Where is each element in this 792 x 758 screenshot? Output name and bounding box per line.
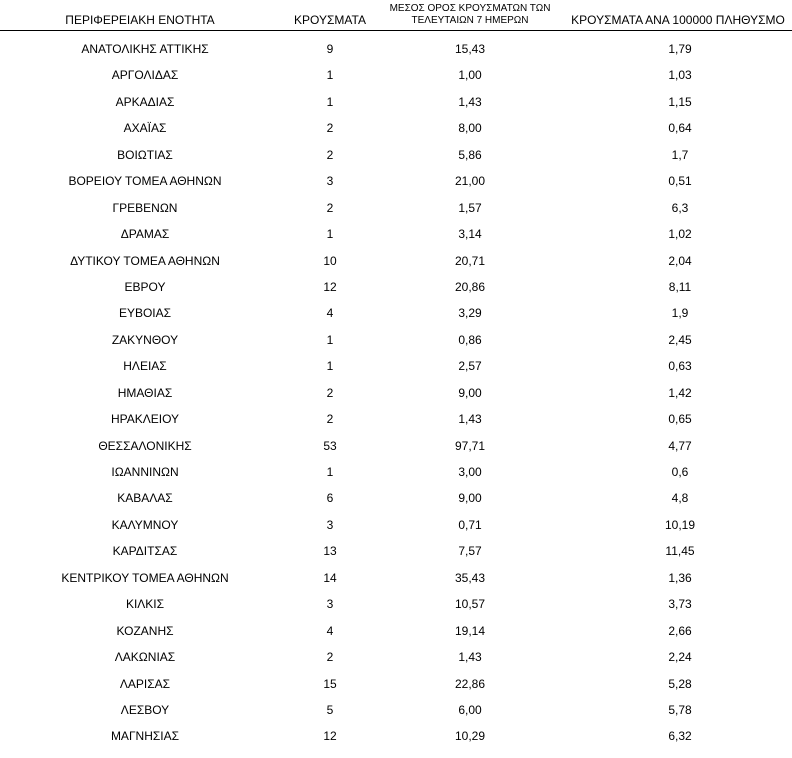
table-row bbox=[0, 113, 792, 139]
cell-region: ΕΒΡΟΥ bbox=[124, 279, 166, 294]
cell-7day-average: 6,00 bbox=[458, 702, 482, 717]
cell-cases: 53 bbox=[323, 438, 337, 453]
cell-7day-average: 22,86 bbox=[454, 676, 486, 691]
cell-cases: 12 bbox=[323, 279, 337, 294]
cell-cases-per-100k: 4,8 bbox=[671, 491, 689, 506]
cell-cases: 3 bbox=[326, 517, 334, 532]
cell-7day-average: 9,00 bbox=[458, 385, 482, 400]
cell-7day-average: 3,29 bbox=[458, 306, 482, 321]
table-row bbox=[0, 642, 792, 668]
cell-region: ΙΩΑΝΝΙΝΩΝ bbox=[111, 465, 179, 479]
cell-region: ΖΑΚΥΝΘΟΥ bbox=[111, 332, 179, 347]
header-7day-average-line2: ΤΕΛΕΥΤΑΙΩΝ 7 ΗΜΕΡΩΝ bbox=[411, 15, 529, 26]
table-row bbox=[0, 457, 792, 483]
cell-region: ΕΥΒΟΙΑΣ bbox=[118, 306, 172, 321]
cell-cases: 15 bbox=[323, 676, 337, 691]
cell-region: ΔΡΑΜΑΣ bbox=[120, 227, 170, 242]
table-row bbox=[0, 246, 792, 272]
cell-7day-average: 1,57 bbox=[458, 200, 482, 215]
cell-7day-average: 1,43 bbox=[458, 650, 482, 665]
cell-7day-average: 5,86 bbox=[458, 147, 482, 162]
cell-7day-average: 0,71 bbox=[458, 517, 482, 532]
table-body bbox=[0, 34, 792, 748]
table-row bbox=[0, 193, 792, 219]
cell-cases-per-100k: 3,73 bbox=[668, 597, 692, 612]
cell-7day-average: 20,71 bbox=[454, 253, 486, 268]
cell-7day-average: 3,00 bbox=[458, 465, 482, 479]
cell-cases-per-100k: 5,28 bbox=[668, 676, 692, 691]
table-row bbox=[0, 325, 792, 351]
cell-cases-per-100k: 2,04 bbox=[668, 253, 692, 268]
cell-7day-average: 21,00 bbox=[454, 174, 486, 189]
cell-cases: 2 bbox=[326, 200, 334, 215]
cell-cases: 14 bbox=[323, 570, 337, 585]
cell-cases: 1 bbox=[326, 94, 334, 109]
cell-cases-per-100k: 0,6 bbox=[671, 465, 689, 479]
cell-cases: 4 bbox=[326, 306, 334, 321]
cell-cases: 10 bbox=[323, 253, 337, 268]
cell-cases: 5 bbox=[326, 702, 334, 717]
cell-cases: 2 bbox=[326, 650, 334, 665]
table-row bbox=[0, 536, 792, 562]
cell-region: ΔΥΤΙΚΟΥ ΤΟΜΕΑ ΑΘΗΝΩΝ bbox=[70, 253, 220, 268]
cell-cases: 1 bbox=[326, 227, 334, 242]
cell-region: ΜΑΓΝΗΣΙΑΣ bbox=[110, 729, 180, 744]
header-cases-per-100k: ΚΡΟΥΣΜΑΤΑ ΑΝΑ 100000 ΠΛΗΘΥΣΜΟ bbox=[571, 13, 785, 27]
cell-cases: 3 bbox=[326, 174, 334, 189]
cell-7day-average: 8,00 bbox=[458, 121, 482, 136]
cell-cases-per-100k: 0,63 bbox=[668, 359, 692, 374]
cell-region: ΚΑΒΑΛΑΣ bbox=[117, 491, 173, 506]
table-row bbox=[0, 351, 792, 377]
cell-cases: 2 bbox=[326, 412, 334, 427]
header-7day-average-line1: ΜΕΣΟΣ ΟΡΟΣ ΚΡΟΥΣΜΑΤΩΝ ΤΩΝ bbox=[389, 3, 551, 14]
cell-cases-per-100k: 1,9 bbox=[671, 306, 689, 321]
cell-7day-average: 7,57 bbox=[458, 544, 482, 559]
table-row bbox=[0, 378, 792, 404]
cell-7day-average: 1,43 bbox=[458, 412, 482, 427]
cell-7day-average: 9,00 bbox=[458, 491, 482, 506]
cell-cases: 3 bbox=[326, 597, 334, 612]
cell-cases-per-100k: 11,45 bbox=[665, 544, 695, 559]
cell-cases: 2 bbox=[326, 385, 334, 400]
cell-region: ΚΕΝΤΡΙΚΟΥ ΤΟΜΕΑ ΑΘΗΝΩΝ bbox=[61, 570, 229, 585]
cell-region: ΑΡΚΑΔΙΑΣ bbox=[115, 94, 175, 109]
table-row bbox=[0, 695, 792, 721]
cell-cases-per-100k: 1,15 bbox=[668, 94, 692, 109]
cell-region: ΚΙΛΚΙΣ bbox=[125, 597, 165, 612]
cell-7day-average: 35,43 bbox=[454, 570, 486, 585]
cell-cases-per-100k: 2,66 bbox=[668, 623, 692, 638]
cell-cases: 1 bbox=[326, 68, 334, 83]
cell-region: ΗΛΕΙΑΣ bbox=[123, 359, 167, 374]
cell-region: ΑΝΑΤΟΛΙΚΗΣ ΑΤΤΙΚΗΣ bbox=[81, 42, 209, 56]
cell-cases-per-100k: 8,11 bbox=[668, 279, 692, 294]
table-header bbox=[0, 0, 792, 31]
cell-7day-average: 10,29 bbox=[454, 729, 486, 744]
table-row bbox=[0, 87, 792, 113]
table-row bbox=[0, 272, 792, 298]
cell-cases: 2 bbox=[326, 147, 334, 162]
table-row bbox=[0, 669, 792, 695]
cell-cases: 9 bbox=[326, 42, 334, 56]
cell-cases-per-100k: 1,02 bbox=[668, 227, 692, 242]
table-row bbox=[0, 483, 792, 509]
cell-7day-average: 1,43 bbox=[458, 94, 482, 109]
cell-region: ΒΟΙΩΤΙΑΣ bbox=[117, 147, 173, 162]
table-row bbox=[0, 298, 792, 324]
table-row bbox=[0, 431, 792, 457]
cell-region: ΚΑΡΔΙΤΣΑΣ bbox=[112, 544, 178, 559]
cell-region: ΗΜΑΘΙΑΣ bbox=[117, 385, 173, 400]
cell-region: ΑΡΓΟΛΙΔΑΣ bbox=[111, 68, 179, 83]
cell-region: ΘΕΣΣΑΛΟΝΙΚΗΣ bbox=[98, 438, 192, 453]
cell-cases-per-100k: 1,42 bbox=[668, 385, 692, 400]
cell-region: ΛΑΚΩΝΙΑΣ bbox=[114, 650, 176, 665]
table-row bbox=[0, 721, 792, 747]
table-row bbox=[0, 60, 792, 86]
cell-region: ΛΑΡΙΣΑΣ bbox=[119, 676, 171, 691]
cell-cases-per-100k: 1,03 bbox=[668, 68, 692, 83]
cell-7day-average: 19,14 bbox=[454, 623, 486, 638]
cell-cases: 2 bbox=[326, 121, 334, 136]
cell-region: ΚΟΖΑΝΗΣ bbox=[116, 623, 174, 638]
table-row bbox=[0, 616, 792, 642]
cell-cases: 13 bbox=[323, 544, 337, 559]
cell-cases-per-100k: 2,45 bbox=[668, 332, 692, 347]
cell-cases-per-100k: 1,79 bbox=[668, 42, 692, 56]
cell-7day-average: 1,00 bbox=[458, 68, 482, 83]
cell-7day-average: 2,57 bbox=[458, 359, 482, 374]
header-region: ΠΕΡΙΦΕΡΕΙΑΚΗ ΕΝΟΤΗΤΑ bbox=[65, 13, 215, 27]
cell-cases: 1 bbox=[326, 465, 334, 479]
cell-region: ΓΡΕΒΕΝΩΝ bbox=[112, 200, 178, 215]
cell-7day-average: 15,43 bbox=[454, 42, 486, 56]
header-7day-average bbox=[370, 3, 570, 27]
cell-region: ΚΑΛΥΜΝΟΥ bbox=[111, 517, 179, 532]
cell-cases: 1 bbox=[326, 359, 334, 374]
cell-region: ΑΧΑΪΑΣ bbox=[123, 121, 167, 136]
cell-cases-per-100k: 0,65 bbox=[668, 412, 692, 427]
cell-7day-average: 97,71 bbox=[454, 438, 486, 453]
table-row bbox=[0, 140, 792, 166]
table-row bbox=[0, 589, 792, 615]
cell-region: ΒΟΡΕΙΟΥ ΤΟΜΕΑ ΑΘΗΝΩΝ bbox=[68, 174, 222, 189]
cell-cases-per-100k: 2,24 bbox=[668, 650, 692, 665]
cell-cases-per-100k: 10,19 bbox=[664, 517, 696, 532]
cell-region: ΛΕΣΒΟΥ bbox=[120, 702, 170, 717]
table-row bbox=[0, 34, 792, 60]
cell-cases-per-100k: 0,51 bbox=[668, 174, 692, 189]
table-row bbox=[0, 510, 792, 536]
header-cases: ΚΡΟΥΣΜΑΤΑ bbox=[294, 13, 366, 27]
cell-cases: 1 bbox=[326, 332, 334, 347]
cell-7day-average: 10,57 bbox=[454, 597, 486, 612]
table-row bbox=[0, 166, 792, 192]
table-row bbox=[0, 219, 792, 245]
cell-cases-per-100k: 6,3 bbox=[671, 200, 689, 215]
table-row bbox=[0, 563, 792, 589]
cell-cases-per-100k: 0,64 bbox=[668, 121, 692, 136]
cell-cases-per-100k: 1,36 bbox=[668, 570, 692, 585]
cell-cases-per-100k: 6,32 bbox=[668, 729, 692, 744]
cell-cases-per-100k: 4,77 bbox=[668, 438, 692, 453]
cell-cases-per-100k: 5,78 bbox=[668, 702, 692, 717]
cell-region: ΗΡΑΚΛΕΙΟΥ bbox=[110, 412, 180, 427]
table-row bbox=[0, 404, 792, 430]
cell-7day-average: 0,86 bbox=[458, 332, 482, 347]
cell-7day-average: 20,86 bbox=[454, 279, 486, 294]
cell-cases-per-100k: 1,7 bbox=[671, 147, 689, 162]
cell-cases: 4 bbox=[326, 623, 334, 638]
cell-7day-average: 3,14 bbox=[458, 227, 482, 242]
cell-cases: 6 bbox=[326, 491, 334, 506]
cell-cases: 12 bbox=[323, 729, 337, 744]
